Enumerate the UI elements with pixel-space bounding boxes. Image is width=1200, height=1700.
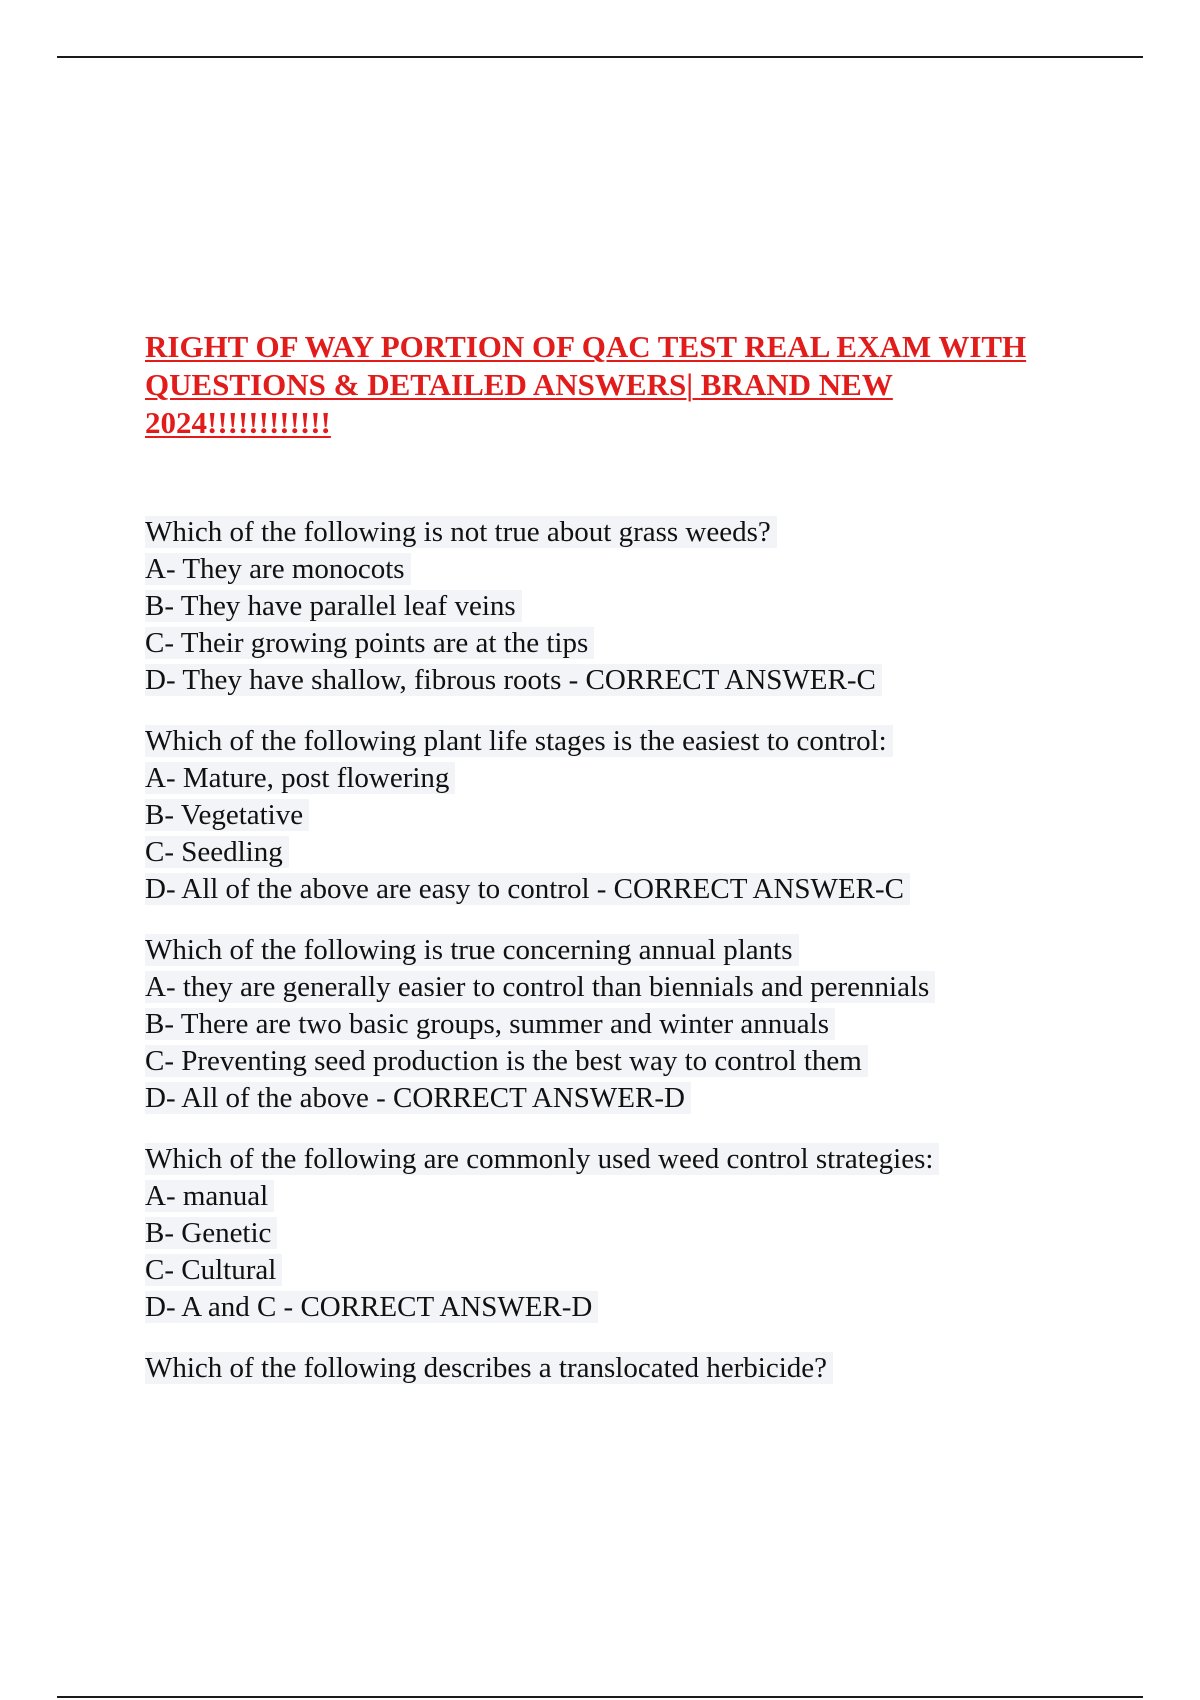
answer-option: B- Genetic [145, 1215, 1145, 1252]
bottom-rule [57, 1696, 1143, 1698]
answer-option: C- Preventing seed production is the best way to control them [145, 1043, 1145, 1080]
answer-option: A- they are generally easier to control than biennials and perennials [145, 969, 1145, 1006]
answer-option: B- They have parallel leaf veins [145, 588, 1145, 625]
question-block-4 [145, 1141, 1145, 1326]
title-line-1: RIGHT OF WAY PORTION OF QAC TEST REAL EXAM WITH [145, 329, 1027, 364]
question-prompt: Which of the following is not true about grass weeds? [145, 514, 1145, 551]
answer-option: C- Seedling [145, 834, 1145, 871]
question-prompt: Which of the following plant life stages is the easiest to control: [145, 723, 1145, 760]
answer-option: D- A and C - CORRECT ANSWER-D [145, 1289, 1145, 1326]
answer-option: C- Their growing points are at the tips [145, 625, 1145, 662]
title-line-2: QUESTIONS & DETAILED ANSWERS| BRAND NEW [145, 367, 893, 402]
question-block-2 [145, 723, 1145, 908]
title-line-3: 2024!!!!!!!!!!!! [145, 405, 331, 440]
question-prompt: Which of the following describes a translocated herbicide? [145, 1350, 1145, 1387]
answer-option: D- All of the above are easy to control - CORRECT ANSWER-C [145, 871, 1145, 908]
answer-option: D- All of the above - CORRECT ANSWER-D [145, 1080, 1145, 1117]
question-prompt: Which of the following is true concerning annual plants [145, 932, 1145, 969]
question-prompt: Which of the following are commonly used weed control strategies: [145, 1141, 1145, 1178]
answer-option: A- They are monocots [145, 551, 1145, 588]
answer-option: B- Vegetative [145, 797, 1145, 834]
answer-option: A- Mature, post flowering [145, 760, 1145, 797]
answer-option: C- Cultural [145, 1252, 1145, 1289]
answer-option: D- They have shallow, fibrous roots - CORRECT ANSWER-C [145, 662, 1145, 699]
question-block-3 [145, 932, 1145, 1117]
question-block-1 [145, 514, 1145, 699]
question-block-5 [145, 1350, 1145, 1387]
document-title [145, 328, 1105, 442]
answer-option: A- manual [145, 1178, 1145, 1215]
answer-option: B- There are two basic groups, summer and winter annuals [145, 1006, 1145, 1043]
top-rule [57, 56, 1143, 58]
question-list [145, 514, 1145, 1411]
